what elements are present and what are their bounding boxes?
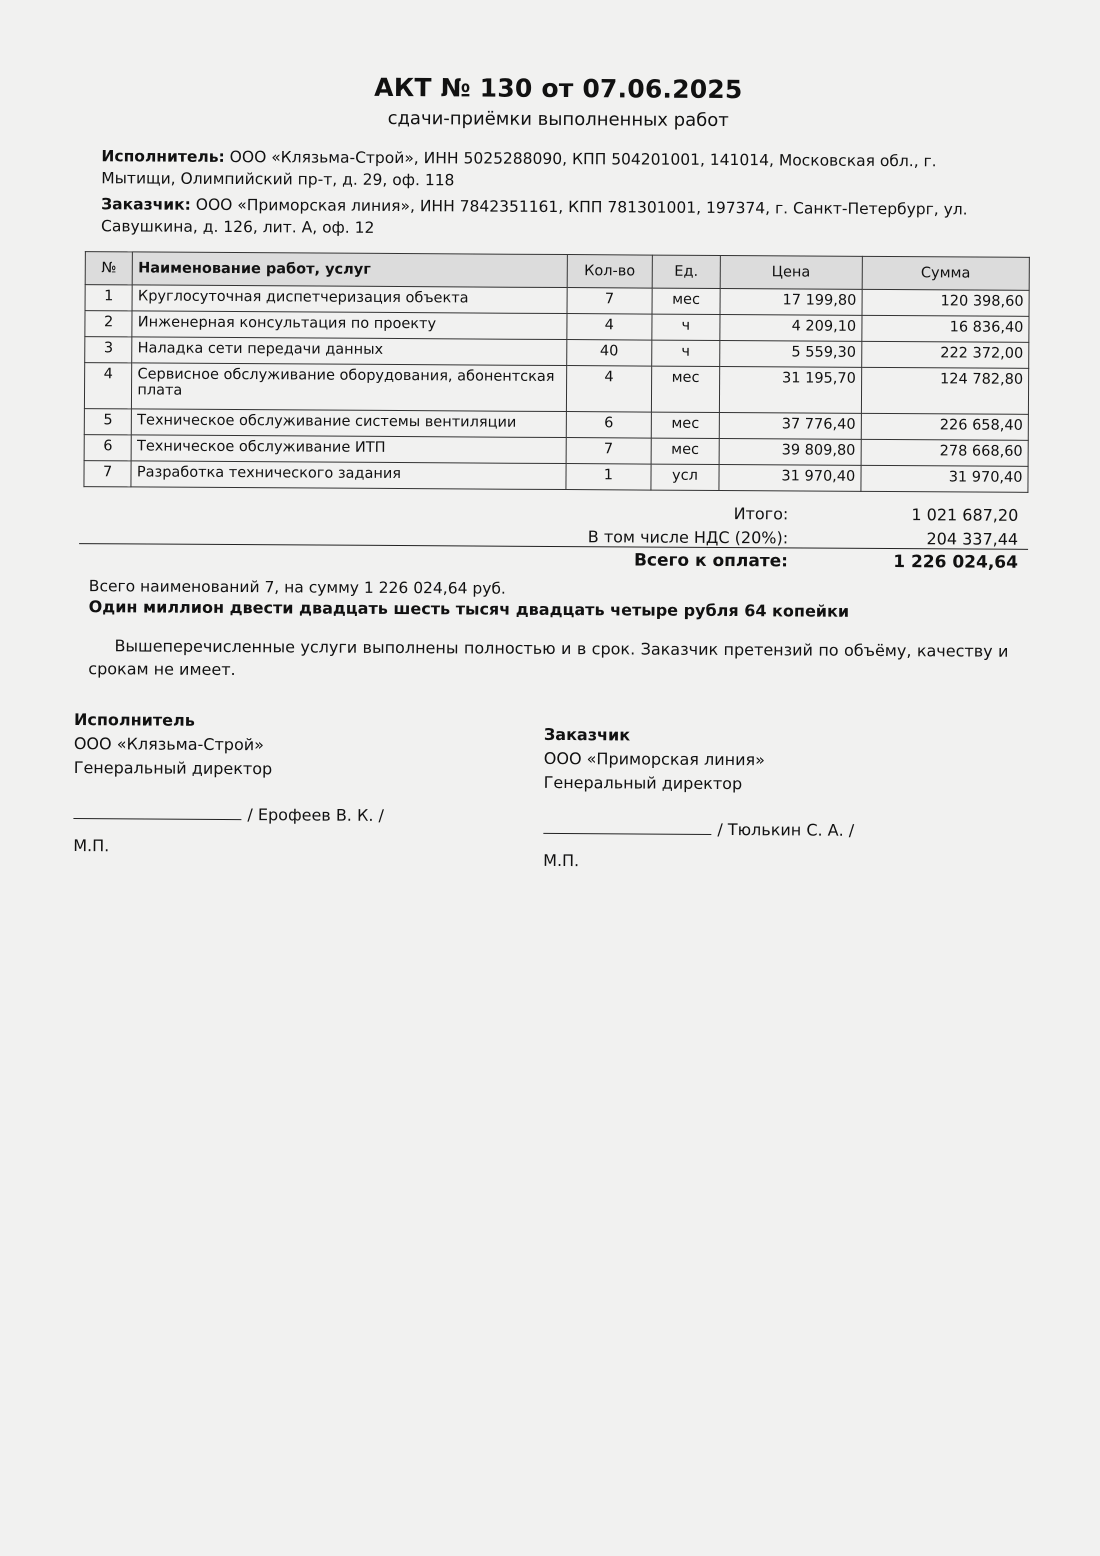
customer-text: ООО «Приморская линия», ИНН 7842351161, КПП 781301001, 197374, г. Санкт-Петербург, ул. Савушкина, д. 126, лит. А, оф. 12 (100, 195, 968, 237)
header-num: № (85, 252, 133, 285)
row-sum: 278 668,60 (861, 439, 1028, 466)
row-name: Техническое обслуживание ИТП (131, 435, 565, 464)
row-unit: ч (652, 340, 720, 366)
row-qty: 7 (567, 288, 653, 315)
grand-total-label: Всего к оплате: (633, 550, 789, 572)
row-num: 7 (84, 461, 132, 487)
executor-text: ООО «Клязьма-Строй», ИНН 5025288090, КПП 504201001, 141014, Московская обл., г. Мытищи, Олимпийский пр-т, д. 29, оф. 118 (101, 147, 937, 190)
items-count-line: Всего наименований 7, на сумму 1 226 024,64 руб. (88, 577, 506, 598)
row-sum: 222 372,00 (861, 341, 1028, 368)
header-name: Наименование работ, услуг (133, 252, 567, 288)
row-price: 5 559,30 (719, 340, 861, 367)
row-num: 3 (85, 337, 133, 363)
header-unit: Ед. (652, 255, 720, 288)
row-sum: 124 782,80 (861, 367, 1029, 414)
customer-org: ООО «Приморская линия» (543, 748, 765, 770)
row-sum: 16 836,40 (862, 315, 1029, 342)
grand-total-value: 1 226 024,64 (893, 552, 1019, 573)
row-price: 31 970,40 (719, 464, 861, 491)
row-sum: 226 658,40 (861, 413, 1028, 440)
document-header (86, 71, 1031, 133)
customer-details (101, 193, 1001, 242)
executor-seal: М.П. (73, 836, 110, 856)
customer-label: Заказчик: (101, 195, 191, 214)
row-name: Разработка технического задания (131, 461, 565, 490)
row-unit: мес (651, 438, 719, 464)
row-qty: 4 (566, 366, 652, 413)
row-name: Инженерная консультация по проекту (132, 311, 566, 340)
row-num: 2 (85, 311, 133, 337)
table-row (84, 363, 1028, 415)
services-table (83, 251, 1029, 493)
document-title: АКТ № 130 от 07.06.2025 (374, 72, 743, 105)
row-num: 4 (84, 363, 132, 409)
executor-signer-name: / Ерофеев В. К. / (247, 805, 384, 825)
row-qty: 6 (566, 412, 652, 439)
acceptance-note: Вышеперечисленные услуги выполнены полностью и в срок. Заказчик претензий по объёму, качеству и срокам не имеет. (88, 636, 1009, 680)
row-unit: мес (652, 366, 720, 412)
row-qty: 40 (566, 340, 652, 367)
totals-block (83, 497, 1028, 575)
row-price: 31 195,70 (719, 366, 861, 413)
customer-signer-name: / Тюлькин С. А. / (717, 819, 855, 840)
table-row (84, 461, 1028, 493)
row-sum: 31 970,40 (861, 465, 1028, 492)
customer-signature (543, 723, 855, 875)
act-document (73, 67, 1031, 914)
row-sum: 120 398,60 (862, 289, 1029, 316)
executor-details (101, 145, 1001, 194)
signature-blank (73, 818, 241, 820)
vat-value: 204 337,44 (926, 528, 1019, 549)
customer-sign-line (543, 817, 854, 843)
row-price: 39 809,80 (719, 438, 861, 465)
header-qty: Кол-во (567, 255, 653, 289)
row-num: 5 (84, 409, 132, 435)
subtotal-label: Итого: (733, 503, 789, 523)
executor-org: ООО «Клязьма-Строй» (73, 734, 265, 755)
document-subtitle: сдачи-приёмки выполненных работ (387, 107, 729, 132)
row-qty: 7 (566, 438, 652, 465)
row-num: 1 (85, 285, 133, 311)
subtotal-value: 1 021 687,20 (911, 504, 1019, 525)
row-unit: усл (651, 464, 719, 490)
customer-seal: М.П. (543, 850, 580, 871)
executor-label: Исполнитель: (101, 147, 225, 166)
row-price: 37 776,40 (719, 412, 861, 439)
grand-total-row (83, 545, 1028, 575)
row-price: 4 209,10 (720, 314, 862, 341)
amount-in-words: Один миллион двести двадцать шесть тысяч двадцать четыре рубля 64 копейки (88, 597, 850, 621)
signatures-block (73, 708, 1027, 914)
row-price: 17 199,80 (720, 288, 862, 315)
row-unit: мес (651, 412, 719, 438)
vat-label: В том числе НДС (20%): (587, 526, 789, 547)
header-sum: Сумма (862, 256, 1029, 290)
executor-signature (73, 708, 384, 860)
customer-role: Заказчик (543, 724, 631, 745)
signature-blank (543, 833, 711, 835)
executor-position: Генеральный директор (73, 758, 273, 779)
row-unit: мес (652, 288, 720, 314)
row-name: Техническое обслуживание системы вентиляции (132, 409, 566, 438)
customer-position: Генеральный директор (543, 772, 743, 794)
executor-sign-line (73, 802, 384, 828)
row-name: Круглосуточная диспетчеризация объекта (132, 285, 566, 314)
row-name: Сервисное обслуживание оборудования, абонентская плата (132, 363, 566, 412)
row-qty: 1 (565, 464, 651, 491)
row-num: 6 (84, 435, 132, 461)
header-price: Цена (720, 255, 862, 289)
row-qty: 4 (566, 314, 652, 341)
row-unit: ч (652, 314, 720, 340)
summary-block (89, 577, 1028, 622)
executor-role: Исполнитель (73, 710, 195, 730)
row-name: Наладка сети передачи данных (132, 337, 566, 366)
